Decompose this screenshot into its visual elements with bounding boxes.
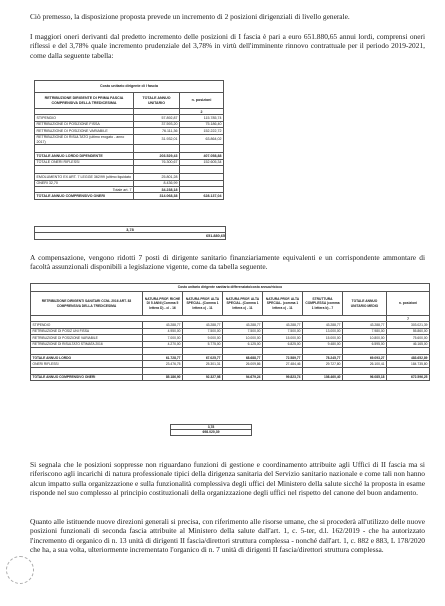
row-cell: 27.484,46 <box>263 361 303 367</box>
row-label <box>35 166 134 174</box>
row-cell: 108.460,40 <box>303 374 343 380</box>
paragraph-compensation: A compensazione, vengono ridotti 7 posti di dirigente sanitario finanziariamente equivalenti e un corrispondente ammontare di facoltà assunzionali disponibili a legislazione vigente, come da tabella seguente. <box>30 253 425 272</box>
row-cell: 483.652,89 <box>387 355 430 361</box>
row-unit-value: 57.892,87 <box>134 115 180 121</box>
row-cell: 7.980,00 <box>343 328 387 334</box>
row-cell: 303.021,39 <box>387 322 430 328</box>
row-cell: 13.000,00 <box>303 328 343 334</box>
row-label: TOTALE ONERI RIFLESSI <box>35 159 134 165</box>
row-label: RETRIBUZIONE DI POSIZIONE VARIABILE <box>35 128 134 134</box>
row-cell: 72.589,77 <box>263 355 303 361</box>
table-row <box>31 348 430 355</box>
row-cell <box>143 348 183 355</box>
row-cell: 43.288,77 <box>183 322 223 328</box>
table-row <box>35 145 224 153</box>
row-label: ONERI RIFLESSI <box>31 361 143 367</box>
row-total-value: 75.186,40 <box>180 121 224 127</box>
row-cell: 61.728,77 <box>143 355 183 361</box>
stamp-seal <box>6 556 34 584</box>
table2-grand-total: 698.020,39 <box>170 429 252 436</box>
row-unit-value: 314.068,38 <box>134 193 180 199</box>
row-cell: 67.025,77 <box>183 355 223 361</box>
row-cell: 92.327,98 <box>183 374 223 380</box>
table2-header-col5: STRUTTURA COMPLESSA (comma 1 lettera b) - 7 <box>303 292 343 316</box>
row-label <box>31 348 143 355</box>
row-cell: 94.679,24 <box>223 374 263 380</box>
row-label: TOTALE ANNUO COMPRENSIVO ONERI <box>35 193 134 199</box>
table1-title: Costo unitario dirigente di I fascia <box>35 81 224 93</box>
row-cell: 68.688,77 <box>223 355 263 361</box>
row-cell: 7.500,00 <box>183 328 223 334</box>
row-cell: 43.288,77 <box>343 322 387 328</box>
row-label: RETRIBUZIONE DI POSIZIONE VARIABILE <box>31 335 143 341</box>
row-unit-value: 34.238,18 <box>134 187 180 193</box>
row-cell: 78.245,77 <box>303 355 343 361</box>
row-label <box>35 145 134 153</box>
row-cell: 672.596,25 <box>387 374 430 380</box>
table2-percentage: 3,78 <box>170 424 252 430</box>
row-cell: 26.100,41 <box>343 361 387 367</box>
row-cell: 46.165,00 <box>387 341 430 347</box>
row-label: TOTALE ANNUO COMPRENSIVO ONERI <box>31 374 143 380</box>
row-cell: 6.595,00 <box>343 341 387 347</box>
row-cell: 99.823,74 <box>263 374 303 380</box>
intro-paragraph: Ciò premesso, la disposizione proposta prevede un incremento di 2 posizioni dirigenziali di livello generale. <box>30 12 350 21</box>
row-cell: 10.000,00 <box>223 335 263 341</box>
table2-header-col4: NATURA PROF. ALTA SPECIAL. (comma 1 lettera c) - 11 <box>263 292 303 316</box>
row-cell: 5.775,00 <box>183 341 223 347</box>
row-cell: 75.600,00 <box>387 335 430 341</box>
row-label: STIPENDIO <box>31 322 143 328</box>
row-cell <box>223 367 263 374</box>
table-row <box>35 166 224 174</box>
row-label: Totale art. 7 <box>35 187 134 193</box>
row-label: EMOLUMENTO EX ART. 7 LEGGE 362/99 (ultimo liquidato <box>35 174 134 180</box>
row-cell <box>343 348 387 355</box>
row-unit-value: 76.111,36 <box>134 128 180 134</box>
row-unit-value <box>134 166 180 174</box>
row-total-value: 152.222,72 <box>180 128 224 134</box>
row-unit-value: 203.529,43 <box>134 153 180 159</box>
row-cell: 26.009,86 <box>223 361 263 367</box>
table1-header-label: RETRIBUZIONE DIRIGENTE DI PRIMA FASCIA COMPRENSIVA DELLA TREDICESIMA <box>35 93 134 109</box>
row-total-value: 152.605,34 <box>180 159 224 165</box>
table1-count: 2 <box>180 109 224 115</box>
row-cell <box>263 367 303 374</box>
row-cell <box>223 348 263 355</box>
row-cell <box>183 348 223 355</box>
row-label: RETRIBUZIONE DI RISULTATO STIMATA 2016 <box>31 341 143 347</box>
row-cell: 43.288,77 <box>223 322 263 328</box>
table-row <box>31 367 430 374</box>
row-cell <box>343 367 387 374</box>
row-label: TOTALE ANNUO LORDO DIPENDENTE <box>35 153 134 159</box>
row-total-value: 407.058,88 <box>180 153 224 159</box>
row-cell: 43.288,77 <box>263 322 303 328</box>
row-unit-value: 8.436,99 <box>134 180 180 186</box>
row-cell: 55.860,00 <box>387 328 430 334</box>
table1-grand-total: 651.880,65 <box>34 232 226 240</box>
row-cell: 6.125,00 <box>223 341 263 347</box>
row-cell: 7.500,00 <box>263 328 303 334</box>
row-total-value: 628.137,04 <box>180 193 224 199</box>
row-cell <box>183 367 223 374</box>
table2-header-unit: TOTALE ANNUO UNITARIO MEDIO <box>343 292 387 316</box>
row-total-value <box>180 166 224 174</box>
row-cell: 69.093,27 <box>343 355 387 361</box>
row-cell <box>303 348 343 355</box>
table-row <box>35 193 224 199</box>
row-cell: 15.000,00 <box>303 335 343 341</box>
row-cell: 43.288,77 <box>143 322 183 328</box>
table2-title: Costo unitario dirigente sanitario differenziato/costo annuo/ricicco <box>31 284 430 292</box>
row-total-value: 115.785,74 <box>180 115 224 121</box>
row-label: RETRIBUZIONE DI POSIZIONE FISSA <box>35 121 134 127</box>
row-cell <box>143 367 183 374</box>
table-row <box>31 374 430 380</box>
row-label: RETRIBUZIONE DI RISULTATO (ultimo erogato - anno 2017) <box>35 134 134 145</box>
row-label <box>31 367 143 374</box>
table-health-director-cost <box>30 283 430 381</box>
row-cell <box>387 348 430 355</box>
paragraph-increase-cost: I maggiori oneri derivanti dal predetto incremento delle posizioni di I fascia è pari a euro 651.880,65 annui lordi, comprensi oneri riflessi e del 3,78% quale incremento prudenziale del 3,78% in virtù dell'imminente rinnovo contrattuale per il periodo 2019-2021, come dalla seguente tabella: <box>30 32 425 60</box>
row-unit-value <box>134 145 180 153</box>
table-first-tier-cost <box>34 80 224 200</box>
table2-header-col2: NATURA PROF. ALTA SPECIAL. (Comma 1 lettera c) - 11 <box>183 292 223 316</box>
row-label: TOTALE ANNUO LORDO <box>31 355 143 361</box>
row-label: STIPENDIO <box>35 115 134 121</box>
row-cell: 4.270,00 <box>143 341 183 347</box>
table2-header-col1: NATURA PROF. RICHE DI 5 ANNI (Comma 5 lettera D) - cl - 16 <box>143 292 183 316</box>
table-row <box>35 134 224 145</box>
row-cell: 43.288,77 <box>303 322 343 328</box>
row-cell: 6.825,00 <box>263 341 303 347</box>
table1-percentage: 3,78 <box>34 226 226 233</box>
row-label: ONERI 32,70 <box>35 180 134 186</box>
paragraph-suppressed-positions: Si segnala che le posizioni soppresse non riguardano funzioni di gestione e coordinamento attribuite agli Uffici di II fascia ma si riferiscono agli incarichi di natura professionale tipici della dirigenza sanitaria del Servizio sanitario nazionale e come tali non hanno alcun impatto sulla organizzazione e sulla funzionalità complessiva degli uffici del Ministero della salute sicché la proposta in esame risponde nel suo complesso al principio costituzionali della organizzazione degli uffici nel rispetto del canone del buon andamento. <box>30 460 425 498</box>
row-unit-value: 76.300,67 <box>134 159 180 165</box>
row-unit-value: 37.593,20 <box>134 121 180 127</box>
row-cell: 85.186,90 <box>143 374 183 380</box>
row-cell: 4.950,00 <box>143 328 183 334</box>
row-cell <box>263 348 303 355</box>
table2-header-col3: NATURA PROF. ALTA SPECIAL. (Comma 1 lettera c) - 11 <box>223 292 263 316</box>
row-cell: 10.800,00 <box>343 335 387 341</box>
row-total-value <box>180 145 224 153</box>
table2-header-label: RETRIBUZIONE DIRIGENTI SANITARI CCNL 2016 ART. 83 COMPRENSIVA DELLA TREDICESIMA <box>31 292 143 316</box>
row-cell: 23.476,75 <box>143 361 183 367</box>
row-cell: 96.085,18 <box>343 374 387 380</box>
row-cell <box>387 367 430 374</box>
row-cell: 7.000,00 <box>143 335 183 341</box>
paragraph-new-directorates: Quanto alle istituende nuove direzioni generali si precisa, con riferimento alle risorse umane, che si procederà all'utilizzo delle nuove posizioni funzionali di seconda fascia attribuite al Ministero della salute dall'art. 1, c. 5-ter, d.l. 162/2019 - che ha autorizzato l'incremento di organico di n. 13 unità di dirigenti II fascia/direttori struttura complessa - nonché dall'art. 1, c. 882 e 883, L 178/2020 che ha, a sua volta, ulteriormente incrementato l'organico di n. 7 unità di dirigenti II fascia/direttori struttura complessa. <box>30 517 425 555</box>
row-cell <box>303 367 343 374</box>
table1-header-count: n. posizioni <box>180 93 224 109</box>
row-cell: 15.000,00 <box>263 335 303 341</box>
row-label: RETRIBUZIONE DI POSIZ UNI FISSA <box>31 328 143 334</box>
row-unit-value: 25.801,28 <box>134 174 180 180</box>
row-cell: 25.301,31 <box>183 361 223 367</box>
table2-count: 7 <box>387 316 430 322</box>
row-cell: 9.000,00 <box>183 335 223 341</box>
table1-header-unit: TOTALE ANNUO UNITARIO <box>134 93 180 109</box>
row-cell: 7.500,00 <box>223 328 263 334</box>
row-cell: 184.735,80 <box>387 361 430 367</box>
row-cell: 29.727,80 <box>303 361 343 367</box>
row-total-value: 63.864,02 <box>180 134 224 145</box>
row-unit-value: 31.932,01 <box>134 134 180 145</box>
row-cell: 9.480,00 <box>303 341 343 347</box>
table2-header-count: n. posizioni <box>387 292 430 316</box>
